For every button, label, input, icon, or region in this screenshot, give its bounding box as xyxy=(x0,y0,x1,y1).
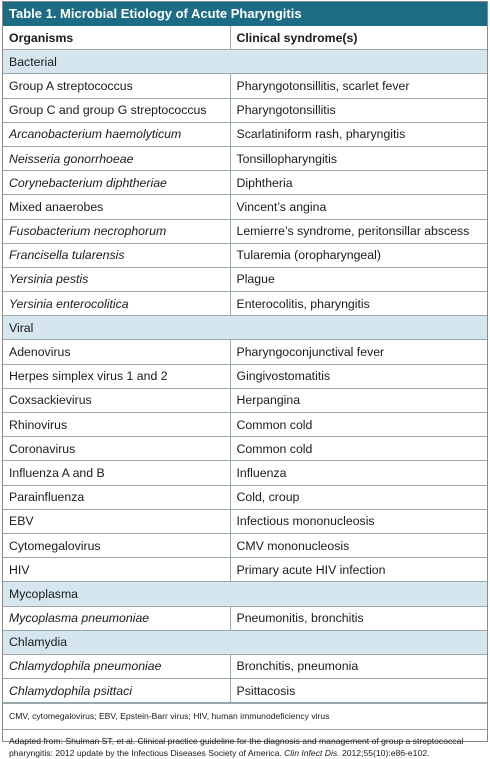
organism-cell: Chlamydophila pneumoniae xyxy=(3,654,230,678)
organism-cell: Cytomegalovirus xyxy=(3,533,230,557)
syndrome-cell: Primary acute HIV infection xyxy=(230,558,487,582)
table-row xyxy=(3,606,487,630)
organism-cell: Parainfluenza xyxy=(3,485,230,509)
category-row xyxy=(3,630,487,654)
table-row xyxy=(3,267,487,291)
organism-cell: Corynebacterium diphtheriae xyxy=(3,171,230,195)
source-text: Adapted from: Shulman ST, et al. Clinical practice guideline for the diagnosis and management of group a streptococcal pharyngitis: 2012 update by the Infectious Diseases Society of America. xyxy=(9,736,464,758)
organism-cell: EBV xyxy=(3,509,230,533)
table-card xyxy=(2,1,488,758)
category-row xyxy=(3,582,487,606)
organism-cell: Adenovirus xyxy=(3,340,230,364)
syndrome-cell: Pharyngotonsillitis, scarlet fever xyxy=(230,74,487,98)
table-row xyxy=(3,558,487,582)
syndrome-cell: Pneumonitis, bronchitis xyxy=(230,606,487,630)
organism-cell: HIV xyxy=(3,558,230,582)
syndrome-cell: Influenza xyxy=(230,461,487,485)
syndrome-cell: Infectious mononucleosis xyxy=(230,509,487,533)
organism-cell: Arcanobacterium haemolyticum xyxy=(3,122,230,146)
syndrome-cell: Psittacosis xyxy=(230,679,487,703)
syndrome-cell: Pharyngotonsillitis xyxy=(230,98,487,122)
syndrome-cell: CMV mononucleosis xyxy=(230,533,487,557)
category-row xyxy=(3,316,487,340)
table-row xyxy=(3,122,487,146)
organism-cell: Chlamydophila psittaci xyxy=(3,679,230,703)
syndrome-cell: Herpangina xyxy=(230,388,487,412)
source-citation: 2012;55(10):e86-e102. xyxy=(341,747,430,758)
organism-cell: Coxsackievirus xyxy=(3,388,230,412)
organism-cell: Mixed anaerobes xyxy=(3,195,230,219)
table-row xyxy=(3,146,487,170)
organism-cell: Coronavirus xyxy=(3,437,230,461)
organism-cell: Group A streptococcus xyxy=(3,74,230,98)
organism-cell: Yersinia enterocolitica xyxy=(3,292,230,316)
syndrome-cell: Tonsillopharyngitis xyxy=(230,146,487,170)
table-row xyxy=(3,461,487,485)
organism-cell: Yersinia pestis xyxy=(3,267,230,291)
organism-cell: Rhinovirus xyxy=(3,413,230,437)
organism-cell: Mycoplasma pneumoniae xyxy=(3,606,230,630)
table-row xyxy=(3,485,487,509)
syndrome-cell: Common cold xyxy=(230,413,487,437)
organism-cell: Francisella tularensis xyxy=(3,243,230,267)
table-row xyxy=(3,533,487,557)
category-label: Chlamydia xyxy=(3,630,487,654)
table-row xyxy=(3,292,487,316)
table-row xyxy=(3,654,487,678)
table-row xyxy=(3,219,487,243)
table-row xyxy=(3,98,487,122)
header-row xyxy=(3,26,487,50)
organism-cell: Neisseria gonorrhoeae xyxy=(3,146,230,170)
syndromes-column-header: Clinical syndrome(s) xyxy=(230,26,487,50)
table-row xyxy=(3,364,487,388)
syndrome-cell: Common cold xyxy=(230,437,487,461)
category-label: Mycoplasma xyxy=(3,582,487,606)
table-title: Table 1. Microbial Etiology of Acute Pharyngitis xyxy=(3,2,487,26)
table-row xyxy=(3,195,487,219)
table-body xyxy=(3,50,487,703)
syndrome-cell: Cold, croup xyxy=(230,485,487,509)
category-label: Bacterial xyxy=(3,50,487,74)
syndrome-cell: Lemierre’s syndrome, peritonsillar abscess xyxy=(230,219,487,243)
syndrome-cell: Pharyngoconjunctival fever xyxy=(230,340,487,364)
source-note xyxy=(3,730,487,759)
syndrome-cell: Scarlatiniform rash, pharyngitis xyxy=(230,122,487,146)
table-row xyxy=(3,413,487,437)
table-row xyxy=(3,437,487,461)
syndrome-cell: Tularemia (oropharyngeal) xyxy=(230,243,487,267)
table-row xyxy=(3,171,487,195)
syndrome-cell: Enterocolitis, pharyngitis xyxy=(230,292,487,316)
syndrome-cell: Diphtheria xyxy=(230,171,487,195)
syndrome-cell: Bronchitis, pneumonia xyxy=(230,654,487,678)
table-row xyxy=(3,679,487,703)
syndrome-cell: Gingivostomatitis xyxy=(230,364,487,388)
table-row xyxy=(3,388,487,412)
organism-cell: Group C and group G streptococcus xyxy=(3,98,230,122)
table-footnotes xyxy=(3,703,487,759)
syndrome-cell: Plague xyxy=(230,267,487,291)
category-label: Viral xyxy=(3,316,487,340)
source-journal: Clin Infect Dis. xyxy=(284,747,340,758)
abbreviations-note: CMV, cytomegalovirus; EBV, Epstein-Barr virus; HIV, human immunodeficiency virus xyxy=(3,704,487,730)
organisms-column-header: Organisms xyxy=(3,26,230,50)
table-row xyxy=(3,243,487,267)
table-row xyxy=(3,340,487,364)
organism-cell: Influenza A and B xyxy=(3,461,230,485)
organism-cell: Herpes simplex virus 1 and 2 xyxy=(3,364,230,388)
category-row xyxy=(3,50,487,74)
etiology-table xyxy=(3,26,487,703)
table-row xyxy=(3,509,487,533)
syndrome-cell: Vincent’s angina xyxy=(230,195,487,219)
table-row xyxy=(3,74,487,98)
organism-cell: Fusobacterium necrophorum xyxy=(3,219,230,243)
